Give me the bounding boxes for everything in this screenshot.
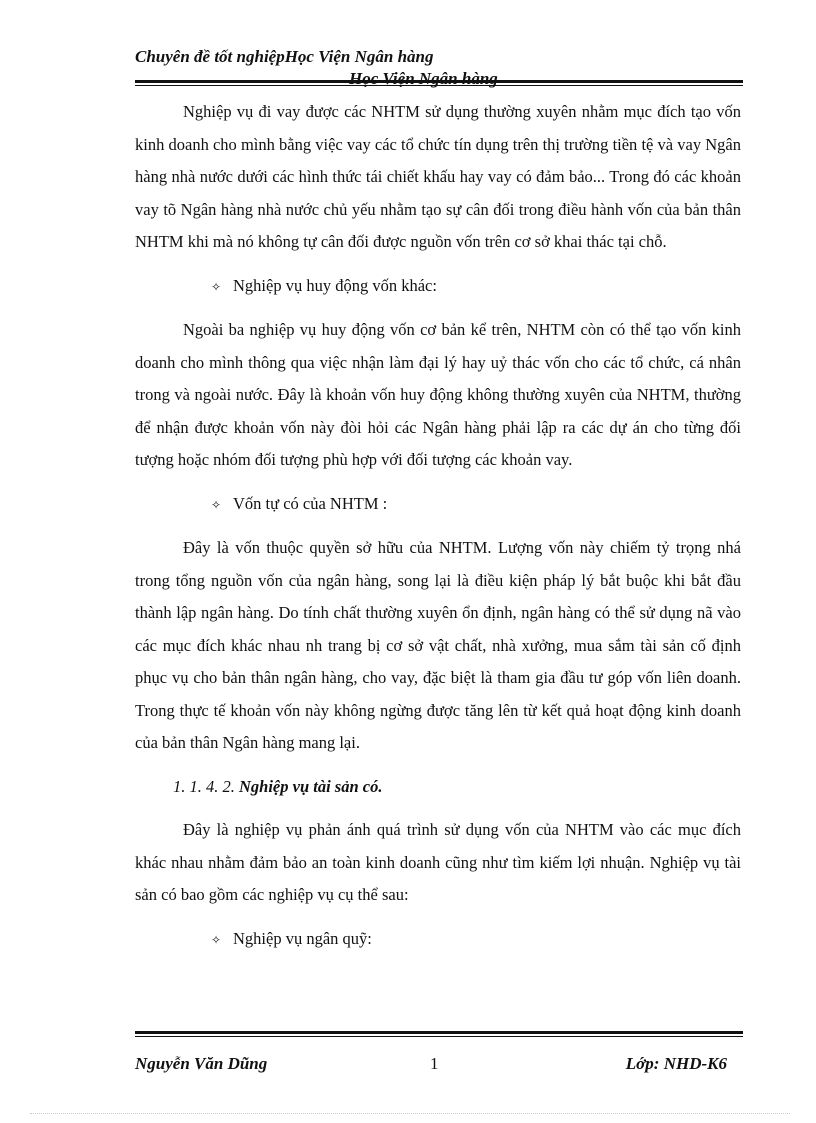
bullet-label: Nghiệp vụ ngân quỹ: xyxy=(233,928,372,948)
page-footer xyxy=(135,1054,741,1078)
diamond-bullet-icon: ✧ xyxy=(211,279,222,294)
paragraph-own-capital: Đây là vốn thuộc quyền sở hữu của NHTM. Lượng vốn này chiếm tỷ trọng nhá trong tổng nguồn vốn của ngân hàng, song lại là điều kiện pháp lý bắt buộc khi bắt đầu thành lập ngân hàng. Do tính chất thường xuyên ổn định, ngân hàng có thể sử dụng nã vào các mục đích khác nhau nh trang bị cơ sở vật chất, nhà xưởng, mua sắm tài sản cố định phục vụ cho bản thân ngân hàng, cho vay, đặc biệt là tham gia đầu tư góp vốn liên doanh. Trong thực tế khoản vốn này không ngừng được tăng lên từ kết quả hoạt động kinh doanh của bản thân Ngân hàng mang lại. xyxy=(135,538,741,752)
bullet-label: Nghiệp vụ huy động vốn khác: xyxy=(233,275,437,295)
header-title: Chuyên đề tốt nghiệpHọc Viện Ngân hàng xyxy=(135,47,434,66)
bullet-own-capital xyxy=(135,488,741,522)
section-heading xyxy=(135,771,741,804)
footer-rule xyxy=(135,1031,743,1037)
page-edge-dots xyxy=(30,1113,790,1114)
footer-author: Nguyễn Văn Dũng xyxy=(135,1054,268,1073)
header-rule xyxy=(135,80,743,86)
paragraph-borrowing: Nghiệp vụ đi vay được các NHTM sử dụng thường xuyên nhằm mục đích tạo vốn kinh doanh cho mình bằng việc vay các tổ chức tín dụng trên thị trường tiền tệ và vay Ngân hàng nhà nước dưới các hình thức tái chiết khấu hay vay có đảm bảo... Trong đó các khoản vay tõ Ngân hàng nhà nước chủ yếu nhằm tạo sự cân đối trong điều hành vốn của bản thân NHTM khi mà nó không tự cân đối được nguồn vốn trên cơ sở khai thác tại chỗ. xyxy=(135,102,741,251)
footer-class: Lớp: NHD-K6 xyxy=(625,1054,727,1073)
diamond-bullet-icon: ✧ xyxy=(211,497,222,512)
paragraph-other-mobilization: Ngoài ba nghiệp vụ huy động vốn cơ bản kể trên, NHTM còn có thể tạo vốn kinh doanh cho mình thông qua việc nhận làm đại lý hay uỷ thác vốn cho các tổ chức, cá nhân trong và ngoài nước. Đây là khoản vốn huy động không thường xuyên của NHTM, thường để nhận được khoản vốn này đòi hỏi các Ngân hàng phải lập ra các dự án cho từng đối tượng hoặc nhóm đối tượng phù hợp với đối tượng các khoản vay. xyxy=(135,320,741,469)
bullet-label: Vốn tự có của NHTM : xyxy=(233,493,388,513)
section-title: Nghiệp vụ tài sản có. xyxy=(239,776,383,796)
page-number: 1 xyxy=(430,1054,439,1073)
document-body xyxy=(135,96,741,956)
header-subtitle: Học Viện Ngân hàng xyxy=(349,69,498,88)
bullet-other-mobilization xyxy=(135,270,741,304)
section-number: 1. 1. 4. 2. xyxy=(173,776,235,796)
paragraph-assets: Đây là nghiệp vụ phản ánh quá trình sử dụng vốn của NHTM vào các mục đích khác nhau nhằm đảm bảo an toàn kinh doanh cũng như tìm kiếm lợi nhuận. Nghiệp vụ tài sản có bao gồm các nghiệp vụ cụ thể sau: xyxy=(135,820,741,904)
bullet-treasury xyxy=(135,923,741,957)
diamond-bullet-icon: ✧ xyxy=(211,932,222,947)
